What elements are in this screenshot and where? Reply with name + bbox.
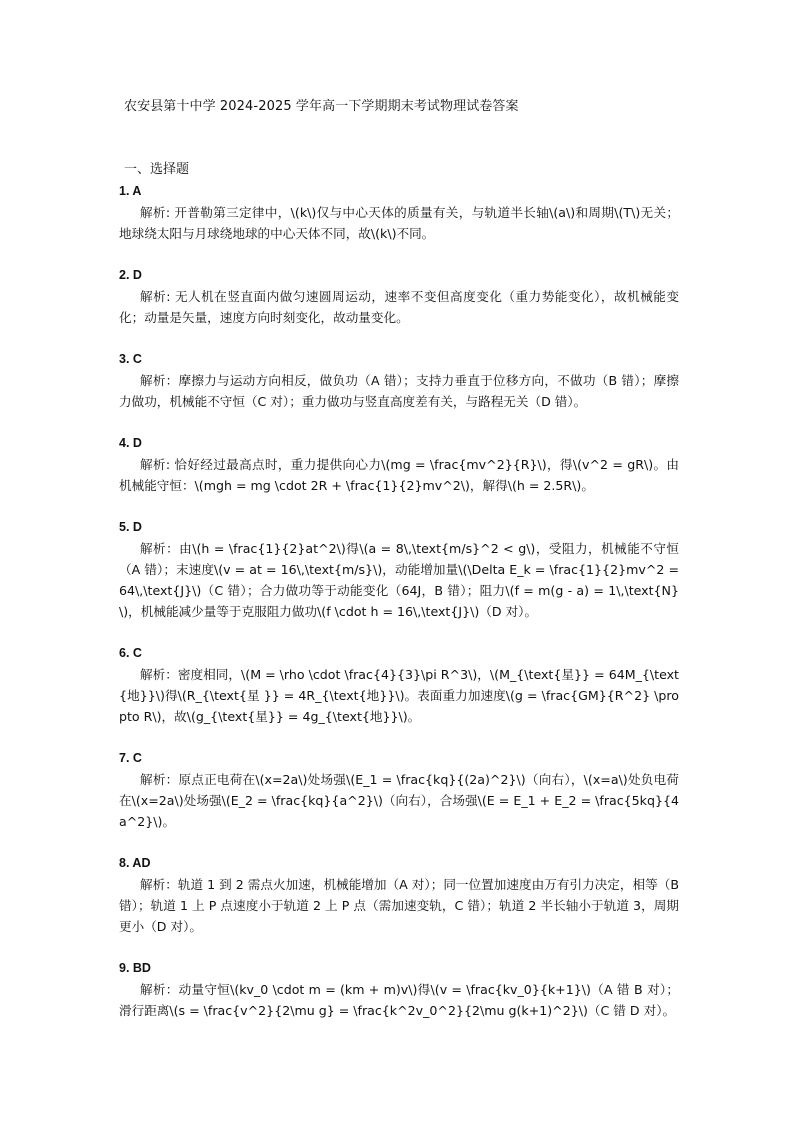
question-item bbox=[119, 958, 679, 1021]
question-number: 1. A bbox=[119, 184, 142, 198]
question-item bbox=[119, 643, 679, 727]
document-title: 农安县第十中学 2024-2025 学年高一下学期期末考试物理试卷答案 bbox=[124, 99, 519, 114]
question-number: 8. AD bbox=[119, 856, 151, 870]
question-analysis: 解析：轨道 1 到 2 需点火加速，机械能增加（A 对）；同一位置加速度由万有引力决定，相等（B 错）；轨道 1 上 P 点速度小于轨道 2 上 P 点（需加速变轨，C 错）；轨道 2 半长轴小于轨道 3，周期更小（D 对）。 bbox=[119, 877, 679, 934]
question-analysis: 解析: 恰好经过最高点时，重力提供向心力\(mg = \frac{mv^2}{R}\)，得\(v^2 = gR\)。由机械能守恒：\(mgh = mg \cdot 2R + \frac{1}{2}mv^2\)，解得\(h = 2.5R\)。 bbox=[119, 457, 679, 493]
question-item bbox=[119, 853, 679, 937]
question-number: 9. BD bbox=[119, 961, 151, 975]
question-analysis: 解析: 开普勒第三定律中，\(k\)仅与中心天体的质量有关，与轨道半长轴\(a\)和周期\(T\)无关；地球绕太阳与月球绕地球的中心天体不同，故\(k\)不同。 bbox=[119, 205, 679, 241]
question-analysis: 解析：原点正电荷在\(x=2a\)处场强\(E_1 = \frac{kq}{(2a)^2}\)（向右），\(x=a\)处负电荷在\(x=2a\)处场强\(E_2 = \frac{kq}{a^2}\)（向右），合场强\(E = E_1 + E_2 = \frac{5kq}{4a^2}\)。 bbox=[119, 772, 679, 829]
question-number: 3. C bbox=[119, 352, 142, 366]
question-item bbox=[119, 349, 679, 412]
question-item bbox=[119, 748, 679, 832]
question-item bbox=[119, 181, 679, 244]
question-number: 2. D bbox=[119, 268, 142, 282]
question-analysis: 解析：动量守恒\(kv_0 \cdot m = (km + m)v\)得\(v = \frac{kv_0}{k+1}\)（A 错 B 对）；滑行距离\(s = \frac{v^2}{2\mu g} = \frac{k^2v_0^2}{2\mu g(k+1)^2}\)（C 错 D 对）。 bbox=[119, 982, 679, 1018]
question-item bbox=[119, 517, 679, 622]
question-number: 5. D bbox=[119, 520, 142, 534]
question-analysis: 解析：密度相同，\(M = \rho \cdot \frac{4}{3}\pi R^3\)，\(M_{\text{星}} = 64M_{\text{地}}\)得\(R_{\text{星 }} = 4R_{\text{地}}\)。表面重力加速度\(g = \frac{GM}{R^2} \propto R\)，故\(g_{\text{星}} = 4g_{\text{地}}\)。 bbox=[119, 667, 679, 724]
question-number: 4. D bbox=[119, 436, 142, 450]
question-number: 7. C bbox=[119, 751, 142, 765]
section-heading: 一、选择题 bbox=[124, 162, 190, 177]
question-number: 6. C bbox=[119, 646, 142, 660]
question-item bbox=[119, 433, 679, 496]
question-analysis: 解析：由\(h = \frac{1}{2}at^2\)得\(a = 8\,\text{m/s}^2 < g\)，受阻力，机械能不守恒（A 错）；末速度\(v = at = 16\,\text{m/s}\)，动能增加量\(\Delta E_k = \frac{1}{2}mv^2 = 64\,\text{J}\)（C 错）；合力做功等于动能变化（64J，B 错）；阻力\(f = m(g - a) = 1\,\text{N}\)，机械能减少量等于克服阻力做功\(f \cdot h = 16\,\text{J}\)（D 对）。 bbox=[119, 541, 679, 619]
question-list bbox=[119, 181, 679, 1042]
question-item bbox=[119, 265, 679, 328]
question-analysis: 解析：摩擦力与运动方向相反，做负功（A 错）；支持力垂直于位移方向，不做功（B 错）；摩擦力做功，机械能不守恒（C 对）；重力做功与竖直高度差有关，与路程无关（D 错）。 bbox=[119, 373, 679, 409]
question-analysis: 解析: 无人机在竖直面内做匀速圆周运动，速率不变但高度变化（重力势能变化），故机械能变化；动量是矢量，速度方向时刻变化，故动量变化。 bbox=[119, 289, 679, 325]
